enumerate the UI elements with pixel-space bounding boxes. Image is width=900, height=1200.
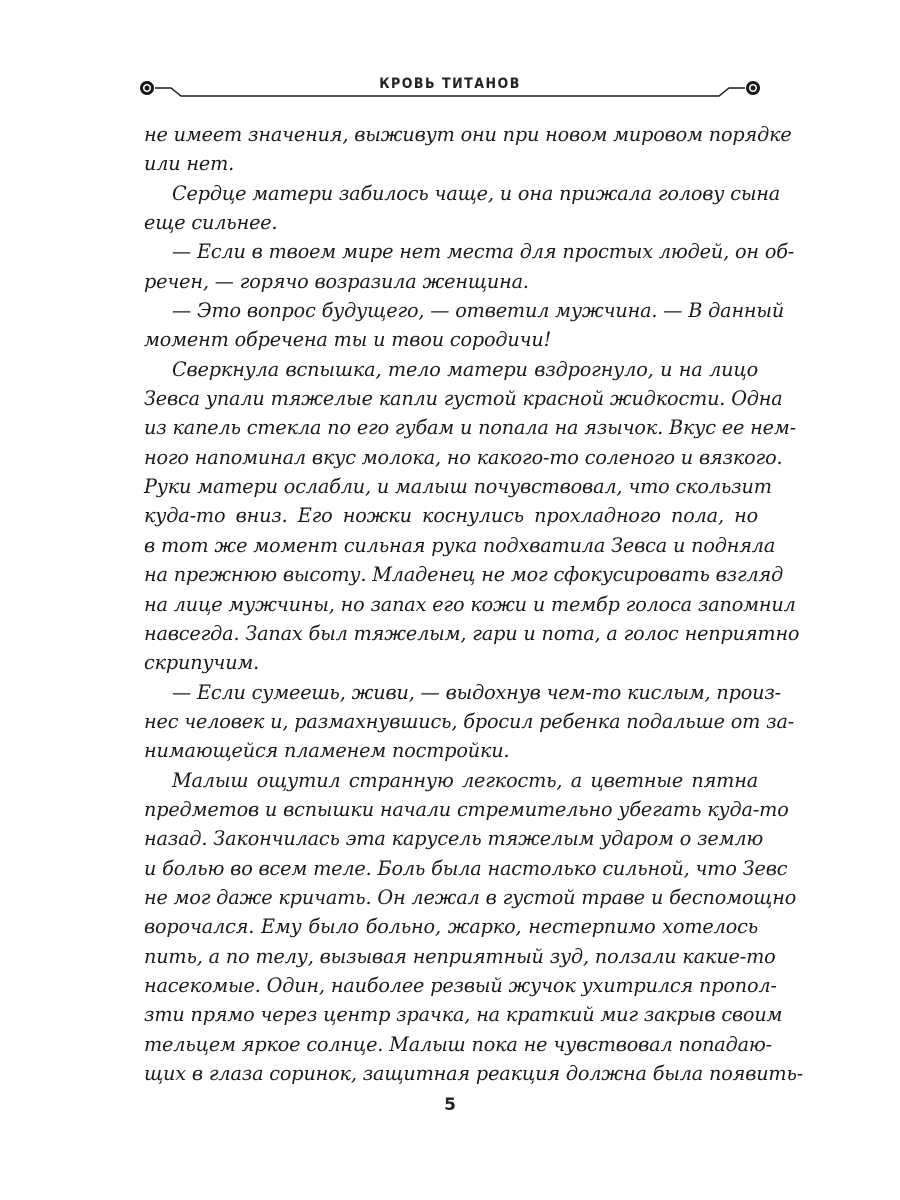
text-line: на прежнюю высоту. Младенец не мог сфокусировать взгляд	[144, 563, 784, 587]
text-line: насекомые. Один, наиболее резвый жучок ухитрился пропол-	[144, 973, 777, 997]
text-line: ворочался. Ему было больно, жарко, нестерпимо хотелось	[144, 915, 758, 939]
text-line: и болью во всем теле. Боль была настолько сильной, что Зевс	[144, 856, 788, 880]
text-line: — Это вопрос будущего, — ответил мужчина. — В данный	[172, 299, 785, 323]
text-line: Сердце матери забилось чаще, и она прижала голову сына	[172, 181, 781, 205]
text-line: пить, а по телу, вызывая неприятный зуд, ползали какие-то	[144, 944, 776, 968]
text-line: зти прямо через центр зрачка, на краткий миг закрыв своим	[144, 1003, 783, 1027]
text-line: не мог даже кричать. Он лежал в густой траве и беспомощно	[144, 885, 797, 909]
text-line: — Если сумеешь, живи, — выдохнув чем-то кислым, произ-	[172, 680, 782, 704]
text-line: Сверкнула вспышка, тело матери вздрогнуло, и на лицо	[172, 357, 758, 381]
text-line: нимающейся пламенем постройки.	[144, 739, 510, 763]
text-line: щих в глаза соринок, защитная реакция должна была появить-	[144, 1062, 804, 1085]
text-line: момент обречена ты и твои сородичи!	[144, 328, 552, 352]
text-line: не имеет значения, выживут они при новом мировом порядке	[144, 123, 792, 146]
text-line: из капель стекла по его губам и попала на язычок. Вкус ее нем-	[144, 416, 796, 440]
page-number: 5	[444, 1095, 456, 1115]
text-line: скрипучим.	[144, 651, 260, 675]
text-line: в тот же момент сильная рука подхватила Зевса и подняла	[144, 533, 776, 557]
text-line: или нет.	[144, 152, 235, 176]
text-line: Малыш ощутил странную легкость, а цветные пятна	[172, 768, 758, 792]
text-line: ного напоминал вкус молока, но какого-то соленого и вязкого.	[144, 445, 783, 469]
text-line: Руки матери ослабли, и малыш почувствовал, что скользит	[144, 475, 772, 499]
text-line: куда-то вниз. Его ножки коснулись прохладного пола, но	[144, 504, 758, 528]
text-line: еще сильнее.	[144, 211, 278, 235]
text-line: Зевса упали тяжелые капли густой красной жидкости. Одна	[144, 387, 783, 411]
text-line: тельцем яркое солнце. Малыш пока не чувствовал попадаю-	[144, 1032, 772, 1056]
text-line: на лице мужчины, но запах его кожи и тембр голоса запомнил	[144, 592, 796, 616]
running-header	[135, 72, 765, 104]
text-line: назад. Закончилась эта карусель тяжелым ударом о землю	[144, 827, 764, 851]
text-line: речен, — горячо возразила женщина.	[144, 269, 529, 293]
text-line: — Если в твоем мире нет места для простых людей, он об-	[172, 240, 795, 264]
body-text	[144, 120, 804, 1088]
text-line: предметов и вспышки начали стремительно убегать куда-то	[144, 797, 789, 821]
text-line: нес человек и, размахнувшись, бросил ребенка подальше от за-	[144, 709, 795, 733]
header-title: КРОВЬ ТИТАНОВ	[379, 76, 521, 92]
text-line: навсегда. Запах был тяжелым, гари и пота, а голос неприятно	[144, 621, 800, 645]
